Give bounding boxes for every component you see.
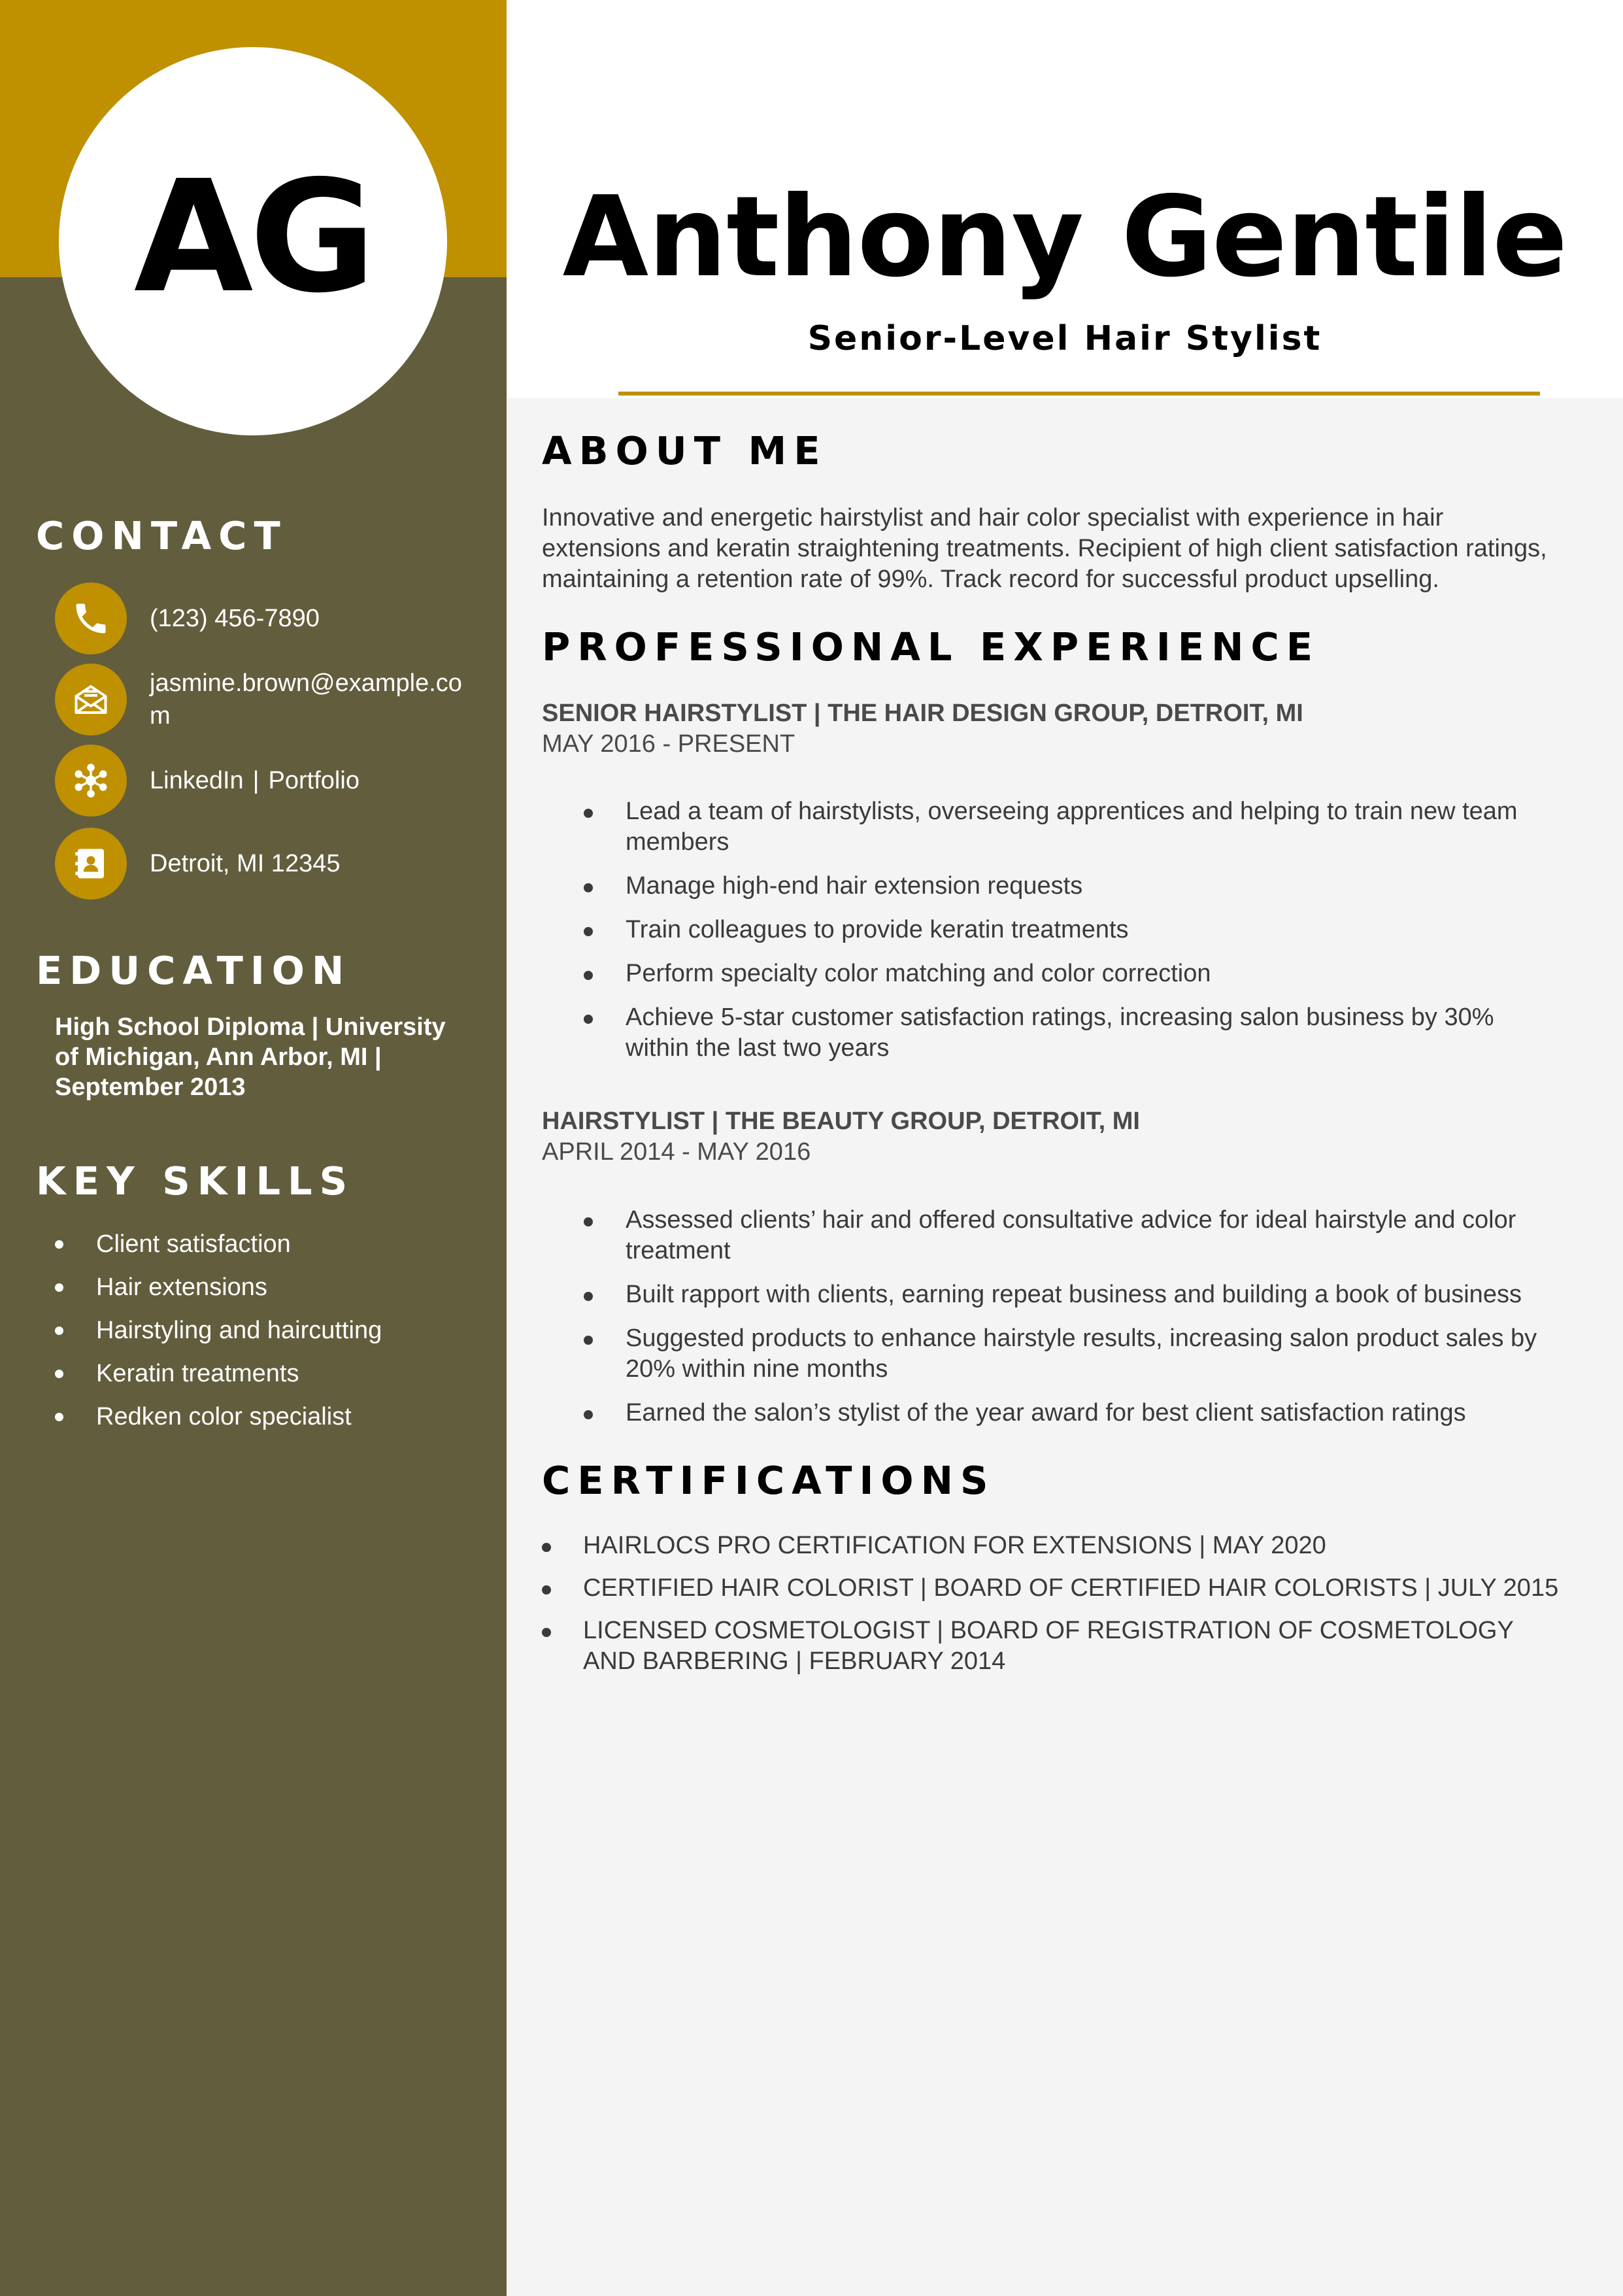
monogram-badge — [59, 47, 447, 435]
contact-card-icon — [55, 828, 127, 900]
skill-item: Hair extensions — [55, 1266, 382, 1309]
skills-list — [55, 1223, 382, 1438]
phone-number[interactable]: (123) 456-7890 — [150, 605, 320, 632]
location-text: Detroit, MI 12345 — [150, 850, 341, 877]
job-bullet: Achieve 5-star customer satisfaction ratings, increasing salon business by 30% within the last two years — [542, 1002, 1562, 1064]
job-2-dates: APRIL 2014 - MAY 2016 — [542, 1138, 811, 1166]
about-heading: ABOUT ME — [542, 428, 828, 473]
certifications-heading: CERTIFICATIONS — [542, 1458, 996, 1503]
job-1-title: SENIOR HAIRSTYLIST | THE HAIR DESIGN GROUP, DETROIT, MI — [542, 700, 1303, 727]
skill-item: Client satisfaction — [55, 1223, 382, 1266]
envelope-icon — [55, 664, 127, 735]
contact-email — [55, 664, 477, 735]
about-text: Innovative and energetic hairstylist and hair color specialist with experience in hair extensions and keratin straightening treatments. Recipient of high client satisfaction ratings, maintaining a retention rate of 99%. Track record for successful product upselling. — [542, 504, 1547, 593]
monogram-text: AG — [133, 147, 373, 327]
contact-heading: CONTACT — [36, 513, 288, 558]
job-bullet: Built rapport with clients, earning repeat business and building a book of business — [542, 1279, 1562, 1310]
job-bullet: Earned the salon’s stylist of the year award for best client satisfaction ratings — [542, 1398, 1562, 1428]
job-bullet: Lead a team of hairstylists, overseeing apprentices and helping to train new team members — [542, 796, 1562, 858]
network-icon — [55, 745, 127, 817]
phone-icon — [55, 582, 127, 654]
header-divider — [618, 392, 1540, 396]
certification-item: CERTIFIED HAIR COLORIST | BOARD OF CERTIFIED HAIR COLORISTS | JULY 2015 — [542, 1573, 1562, 1604]
education-heading: EDUCATION — [36, 948, 352, 993]
job-title: Senior-Level Hair Stylist — [807, 319, 1322, 358]
job-bullet: Manage high-end hair extension requests — [542, 871, 1562, 902]
job-bullet: Suggested products to enhance hairstyle results, increasing salon product sales by 20% within nine months — [542, 1323, 1562, 1385]
skills-heading: KEY SKILLS — [36, 1158, 355, 1204]
job-bullet: Train colleagues to provide keratin treatments — [542, 915, 1562, 945]
job-bullet: Assessed clients’ hair and offered consultative advice for ideal hairstyle and color treatment — [542, 1205, 1562, 1266]
candidate-name — [507, 173, 1623, 302]
contact-links — [55, 745, 477, 817]
linkedin-link[interactable]: LinkedIn — [150, 767, 244, 794]
contact-location — [55, 828, 477, 900]
link-separator: | — [252, 767, 259, 794]
first-name: Anthony — [562, 173, 1084, 302]
certification-item: HAIRLOCS PRO CERTIFICATION FOR EXTENSIONS | MAY 2020 — [542, 1530, 1562, 1561]
skill-item: Keratin treatments — [55, 1352, 382, 1395]
skill-item: Redken color specialist — [55, 1395, 382, 1438]
last-name: Gentile — [1121, 173, 1567, 302]
job-2-bullets — [542, 1205, 1562, 1442]
skill-item: Hairstyling and haircutting — [55, 1309, 382, 1352]
job-1-bullets — [542, 796, 1562, 1077]
certifications-list — [542, 1530, 1562, 1689]
job-2-title: HAIRSTYLIST | THE BEAUTY GROUP, DETROIT, MI — [542, 1107, 1140, 1135]
education-entry: High School Diploma | University of Michigan, Ann Arbor, MI | September 2013 — [55, 1013, 446, 1101]
email-address[interactable]: jasmine.brown@example.com — [150, 669, 462, 730]
experience-heading: PROFESSIONAL EXPERIENCE — [542, 624, 1320, 669]
job-bullet: Perform specialty color matching and color correction — [542, 958, 1562, 989]
profile-links — [150, 764, 477, 797]
contact-phone — [55, 582, 477, 654]
certification-item: LICENSED COSMETOLOGIST | BOARD OF REGISTRATION OF COSMETOLOGY AND BARBERING | FEBRUARY 2014 — [542, 1615, 1562, 1677]
job-1-dates: MAY 2016 - PRESENT — [542, 730, 795, 758]
portfolio-link[interactable]: Portfolio — [268, 767, 360, 794]
